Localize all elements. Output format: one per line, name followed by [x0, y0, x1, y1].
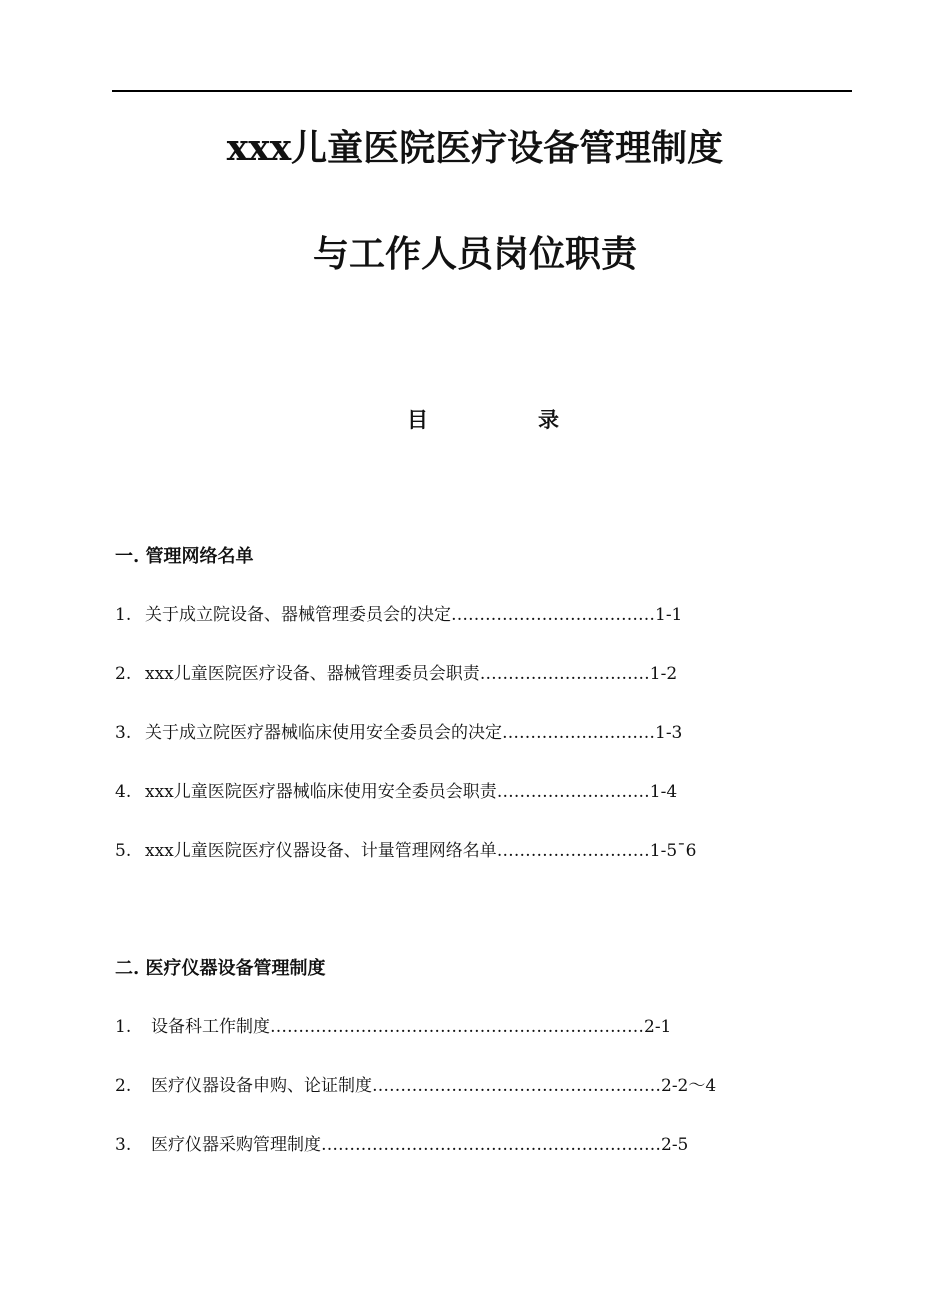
toc-entry-number: 2. — [115, 1076, 132, 1096]
toc-entry-text: xxx儿童医院医疗器械临床使用安全委员会职责………………………1-4 — [145, 782, 678, 802]
toc-entry-text: xxx儿童医院医疗设备、器械管理委员会职责…………………………1-2 — [145, 664, 678, 684]
toc-entry-number: 3. — [115, 723, 132, 743]
top-horizontal-rule — [112, 90, 852, 92]
toc-entry-number: 3. — [115, 1135, 132, 1155]
toc-entry — [115, 839, 696, 863]
toc-entry — [115, 780, 677, 804]
section-title-1: 一. 管理网络名单 — [115, 546, 254, 567]
toc-entry-number: 1. — [115, 605, 132, 625]
toc-entry-number: 2. — [115, 664, 132, 684]
toc-entry-text: xxx儿童医院医疗仪器设备、计量管理网络名单………………………1-5¯6 — [145, 841, 697, 861]
toc-entry — [115, 721, 682, 745]
toc-entry — [115, 1015, 671, 1039]
toc-entry — [115, 1074, 716, 1098]
section-title-2: 二. 医疗仪器设备管理制度 — [115, 958, 326, 979]
toc-entry-number: 1. — [115, 1017, 132, 1037]
toc-entry-text: 医疗仪器设备申购、论证制度……………………………………………2-2～4 — [151, 1076, 717, 1096]
toc-heading-mu: 目 — [407, 407, 428, 432]
toc-heading-lu: 录 — [538, 407, 559, 432]
toc-entry-text: 关于成立院医疗器械临床使用安全委员会的决定………………………1-3 — [145, 723, 683, 743]
toc-entry — [115, 1133, 688, 1157]
toc-entry-number: 5. — [115, 841, 132, 861]
toc-entry-text: 设备科工作制度…………………………………………………………2-1 — [151, 1017, 672, 1037]
toc-entry-text: 关于成立院设备、器械管理委员会的决定………………………………1-1 — [145, 605, 683, 625]
toc-entry-number: 4. — [115, 782, 132, 802]
toc-entry-text: 医疗仪器采购管理制度……………………………………………………2-5 — [151, 1135, 689, 1155]
toc-entry — [115, 662, 677, 686]
document-title-line-2: 与工作人员岗位职责 — [312, 233, 637, 275]
toc-entry — [115, 603, 682, 627]
document-title-line-1: xxx儿童医院医疗设备管理制度 — [226, 127, 724, 169]
